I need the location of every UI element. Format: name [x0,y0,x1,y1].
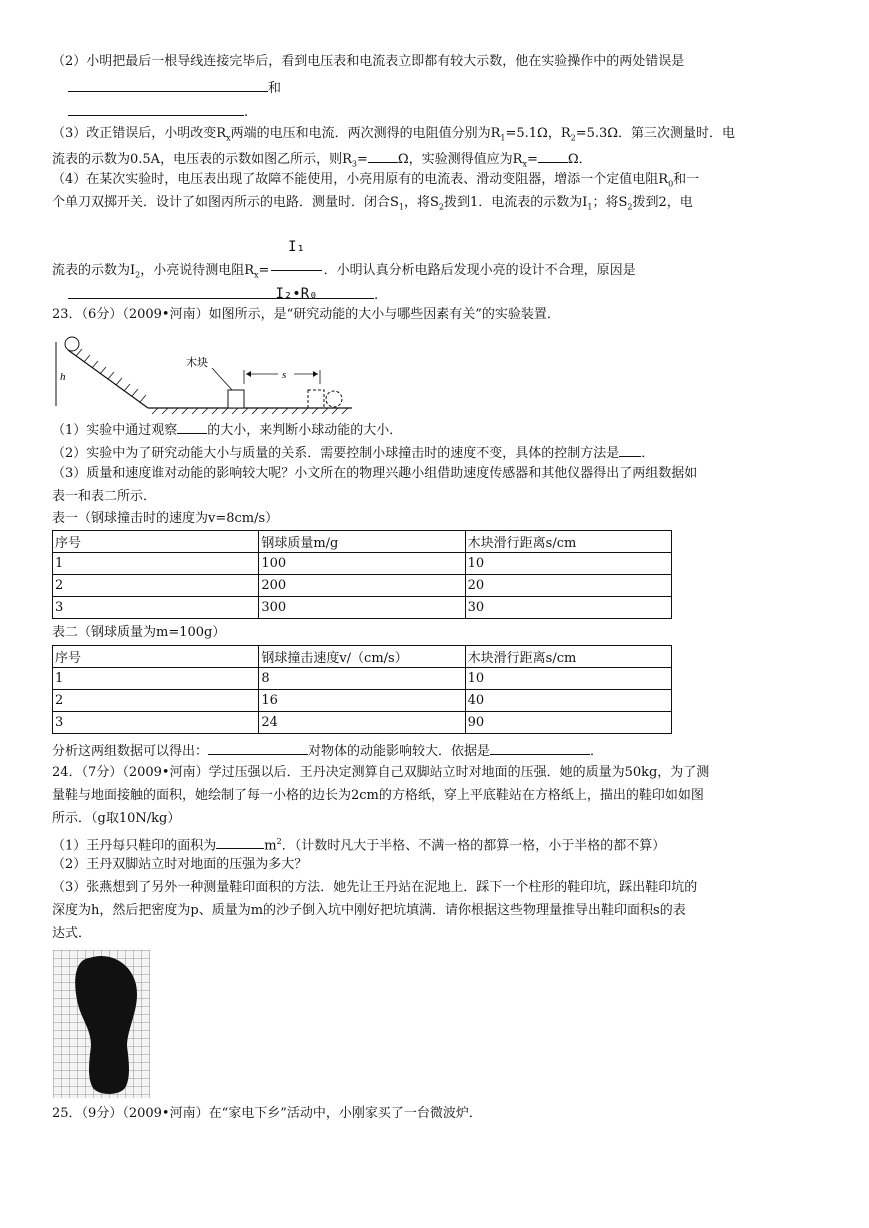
table1-caption: 表一（钢球撞击时的速度为v=8cm/s） [52,511,279,526]
wooden-block [228,390,244,408]
table-header-cell: 钢球撞击速度v/（cm/s） [259,646,465,668]
table-cell: 20 [465,575,671,597]
table-cell: 2 [53,575,259,597]
q24-part3-line2: 深度为h，然后把密度为p、质量为m的沙子倒入坑中刚好把坑填满．请你根据这些物理量推导出鞋印面积s的表 [52,903,686,918]
table-cell: 3 [53,712,259,734]
table-header-row [53,646,672,668]
q22-part2-text: （2）小明把最后一根导线连接完毕后，看到电压表和电流表立即都有较大示数，他在实验操作中的两处错误是 [52,54,685,69]
table-row [53,553,672,575]
blank-method[interactable] [619,442,641,457]
table-cell: 200 [259,575,465,597]
block-final-position [308,390,324,408]
ramp-hatching [76,349,146,402]
q22-part3-line1: （3）改正错误后，小明改变$R_x$两端的电压和电流．两次测得的电阻值分别为$R_1=5.1\Omega$，$R_2=5.3\Omega$．第三次测量时．电 [52,126,736,143]
resistance-formula: $\frac{\text{I₁}}{\text{I₂•R₀}}$ [271,224,321,317]
table-cell: 16 [259,690,465,712]
block-label: 木块 [186,356,208,369]
block-label-leader [212,368,232,390]
q23-part2: （2）实验中为了研究动能大小与质量的关系．需要控制小球撞击时的速度不变，具体的控制方法是 ． [52,442,654,463]
table-cell: 100 [259,553,465,575]
table-row [53,597,672,619]
table-header-cell: 序号 [53,531,259,553]
q24-part3-line3: 达式． [52,926,92,941]
q24-line2: 量鞋与地面接触的面积，她绘制了每一小格的边长为2cm的方格纸，穿上平底鞋站在方格纸上，描出的鞋印如如图 [52,788,704,803]
shoeprint-grid-figure [53,950,150,1098]
distance-label: s [282,369,287,381]
ball-final-position [326,391,342,407]
table-cell: 8 [259,668,465,690]
table-row [53,575,672,597]
table-row [53,712,672,734]
q24-line3: 所示．（g取10N/kg） [52,811,181,826]
blank-error-2[interactable] [68,101,244,116]
q23-part3-line2: 表一和表二所示． [52,489,157,504]
table2 [52,645,672,734]
steel-ball [65,337,79,351]
table-header-cell: 木块滑行距离s/cm [465,646,671,668]
q22-part4-line3: 流表的示数为$I_2$，小亮说待测电阻$R_x=$ $\frac{\text{I₁}}{\text{I₂•R₀}}$ ．小明认真分析电路后发现小亮的设计不合理，原因是 [52,224,636,317]
table-cell: 24 [259,712,465,734]
table-cell: 1 [53,668,259,690]
table-cell: 1 [53,553,259,575]
q22-part4-line1: （4）在某次实验时，电压表出现了故障不能使用，小亮用原有的电流表、滑动变阻器，增添一个定值电阻$R_0$和一 [52,172,700,189]
table-cell: 10 [465,553,671,575]
table-cell: 2 [53,690,259,712]
blank-r3[interactable] [368,148,398,163]
table-cell: 300 [259,597,465,619]
table-cell: 30 [465,597,671,619]
q23-part3-line1: （3）质量和速度谁对动能的影响较大呢？小文所在的物理兴趣小组借助速度传感器和其他仪器得出了两组数据如 [52,466,698,481]
blank-reason[interactable] [68,284,374,299]
table1 [52,530,672,619]
table-header-row [53,531,672,553]
q24-line1: 24．（7分）（2009•河南）学过压强以后．王丹决定测算自己双脚站立时对地面的压强．她的质量为50kg，为了测 [52,765,710,780]
table-cell: 10 [465,668,671,690]
q22-part4-line2: 个单刀双掷开关．设计了如图丙所示的电路．测量时．闭合$S_1$，将$S_2$拨到1．电流表的示数为$I_1$；将$S_2$拨到2，电 [52,195,693,212]
table2-caption: 表二（钢球质量为m=100g） [52,625,226,640]
blank-observe[interactable] [177,419,207,434]
table-cell: 90 [465,712,671,734]
height-label: h [60,371,66,383]
q24-part3-line1: （3）张燕想到了另外一种测量鞋印面积的方法．她先让王丹站在泥地上．踩下一个柱形的鞋印坑，踩出鞋印坑的 [52,880,698,895]
floor-hatching [152,408,348,414]
q25-heading: 25．（9分）（2009•河南）在“家电下乡”活动中，小刚家买了一台微波炉． [52,1106,482,1121]
q22-part2-blank2-line: . [52,101,248,122]
blank-rx[interactable] [538,148,568,163]
table-header-cell: 序号 [53,646,259,668]
blank-area[interactable] [216,834,264,849]
ramp-figure [52,334,362,416]
q22-part2-blanks: 和 [52,77,281,98]
q24-part1: （1）王丹每只鞋印的面积为 $m^2$．（计数时凡大于半格、不满一格的都算一格，小于半格的都不算） [52,833,665,855]
q23-part1: （1）实验中通过观察 的大小，来判断小球动能的大小． [52,419,402,440]
q22-part3-line2: 流表的示数为0.5A，电压表的示数如图乙所示，则$R_3= \Omega$，实验测得值应为$R_x= \Omega$． [52,148,592,174]
blank-factor[interactable] [208,740,308,755]
table-cell: 40 [465,690,671,712]
table-header-cell: 钢球质量m/g [259,531,465,553]
q23-heading: 23．（6分）（2009•河南）如图所示，是“研究动能的大小与哪些因素有关”的实验装置． [52,307,560,322]
table-cell: 3 [53,597,259,619]
q22-part4-blank-line: . [52,284,378,305]
blank-basis[interactable] [490,740,590,755]
blank-error-1[interactable] [68,77,268,92]
q24-part2: （2）王丹双脚站立时对地面的压强为多大？ [52,857,308,872]
table-row [53,690,672,712]
q23-conclusion: 分析这两组数据可以得出： 对物体的动能影响较大．依据是 ． [52,740,603,761]
table-row [53,668,672,690]
table-header-cell: 木块滑行距离s/cm [465,531,671,553]
